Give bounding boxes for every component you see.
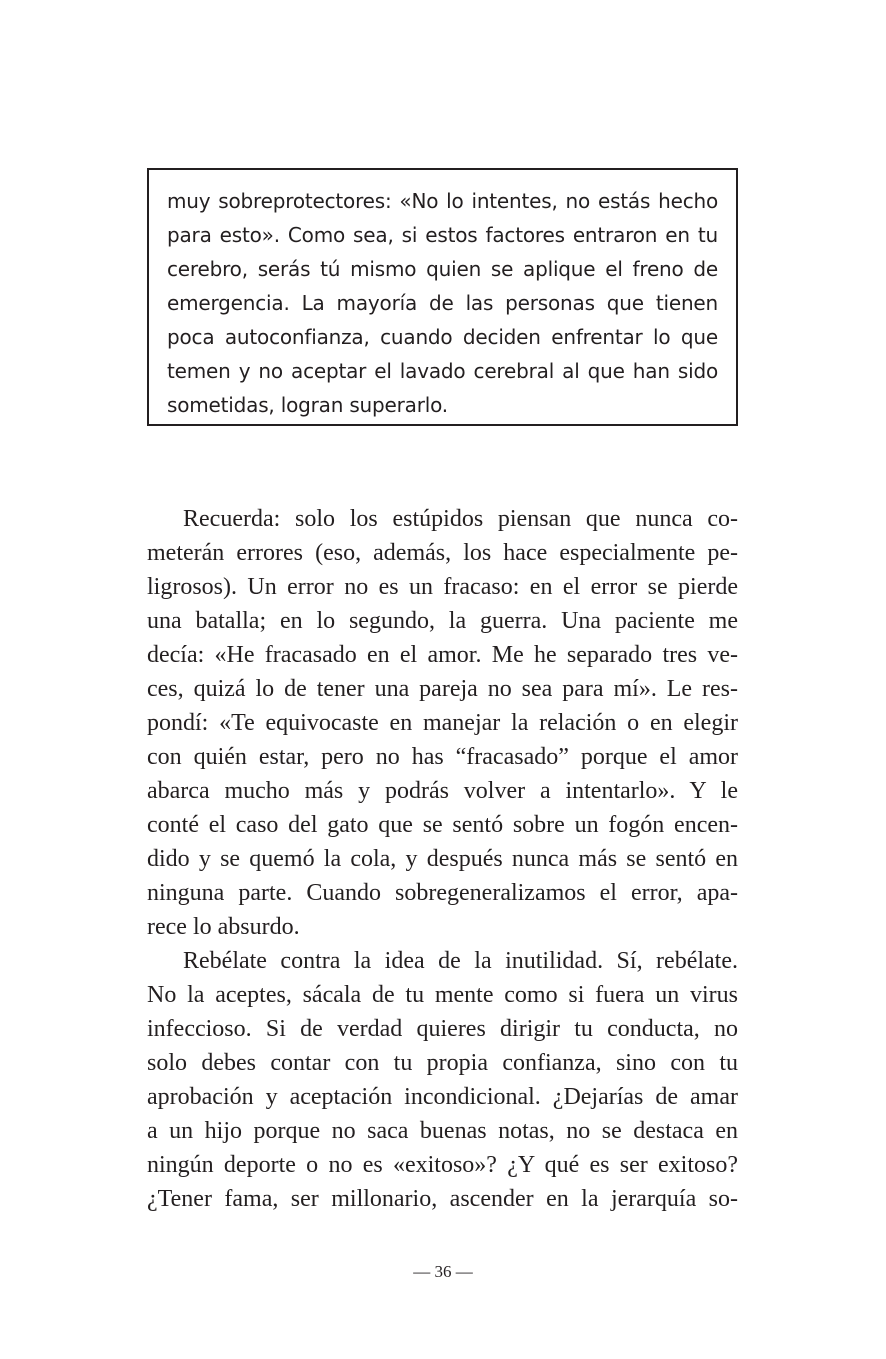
text-line: dido y se quemó la cola, y después nunca más se sentó en — [147, 846, 738, 872]
boxed-note-line: sometidas, logran superarlo. — [167, 393, 448, 417]
text-line: No la aceptes, sácala de tu mente como si fuera un virus — [147, 982, 738, 1008]
text-line: abarca mucho más y podrás volver a intentarlo». Y le — [147, 778, 738, 804]
text-line: una batalla; en lo segundo, la guerra. Una paciente me — [147, 608, 738, 634]
boxed-note-line: poca autoconfianza, cuando deciden enfrentar lo que — [167, 325, 718, 349]
boxed-note-line: temen y no aceptar el lavado cerebral al que han sido — [167, 359, 718, 383]
text-line: aprobación y aceptación incondicional. ¿Dejarías de amar — [147, 1084, 738, 1110]
text-line: Recuerda: solo los estúpidos piensan que nunca co- — [183, 506, 738, 532]
text-line: meterán errores (eso, además, los hace especialmente pe- — [147, 540, 738, 566]
text-line: pondí: «Te equivocaste en manejar la relación o en elegir — [147, 710, 738, 736]
boxed-note-line: muy sobreprotectores: «No lo intentes, no estás hecho — [167, 189, 718, 213]
text-line: ¿Tener fama, ser millonario, ascender en la jerarquía so- — [147, 1186, 738, 1212]
text-line: conté el caso del gato que se sentó sobre un fogón encen- — [147, 812, 738, 838]
boxed-note-line: cerebro, serás tú mismo quien se aplique el freno de — [167, 257, 718, 281]
text-line: ninguna parte. Cuando sobregeneralizamos el error, apa- — [147, 880, 738, 906]
page-number: — 36 — — [413, 1262, 473, 1281]
text-line: rece lo absurdo. — [147, 914, 300, 940]
text-line: decía: «He fracasado en el amor. Me he separado tres ve- — [147, 642, 738, 668]
boxed-note-line: emergencia. La mayoría de las personas que tienen — [167, 291, 718, 315]
text-line: infeccioso. Si de verdad quieres dirigir tu conducta, no — [147, 1016, 738, 1042]
text-line: ningún deporte o no es «exitoso»? ¿Y qué es ser exitoso? — [147, 1152, 738, 1178]
text-line: solo debes contar con tu propia confianza, sino con tu — [147, 1050, 738, 1076]
boxed-note — [147, 168, 738, 426]
text-line: ces, quizá lo de tener una pareja no sea para mí». Le res- — [147, 676, 738, 702]
boxed-note-line: para esto». Como sea, si estos factores entraron en tu — [167, 223, 718, 247]
text-line: ligrosos). Un error no es un fracaso: en el error se pierde — [147, 574, 738, 600]
body-text — [147, 502, 738, 1216]
text-line: a un hijo porque no saca buenas notas, no se destaca en — [147, 1118, 738, 1144]
text-line: con quién estar, pero no has “fracasado” porque el amor — [147, 744, 738, 770]
paragraph-1 — [147, 502, 738, 944]
paragraph-2 — [147, 944, 738, 1216]
text-line: Rebélate contra la idea de la inutilidad. Sí, rebélate. — [183, 948, 738, 974]
